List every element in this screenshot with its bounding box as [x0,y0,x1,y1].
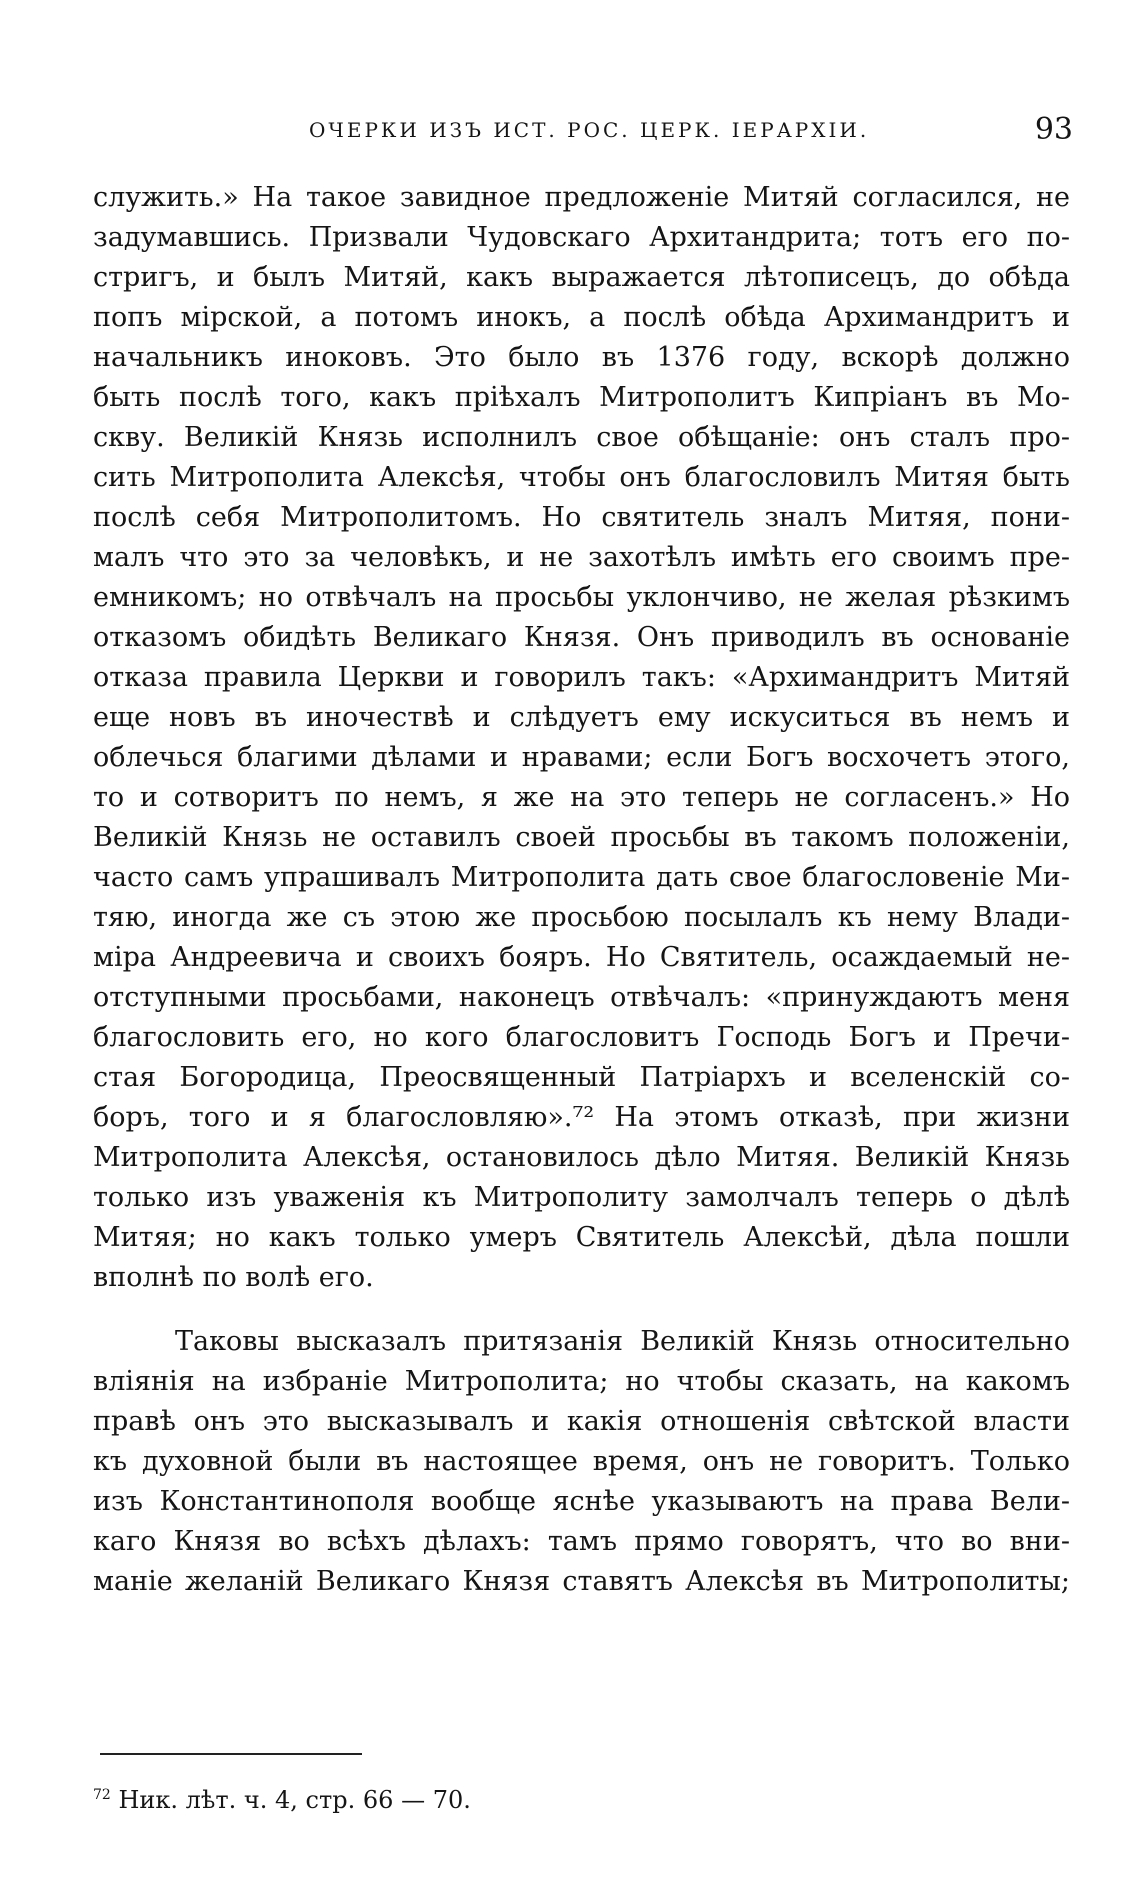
text-line: Митрополита Алексѣя, остановилось дѣло Митяя. Великій Князь [93,1142,1070,1173]
text-line: тяю, иногда же съ этою же просьбою посылалъ къ нему Влади- [93,902,1070,933]
text-line: отказа правила Церкви и говорилъ такъ: «Архимандритъ Митяй [93,662,1070,693]
text-line: быть послѣ того, какъ пріѣхалъ Митрополитъ Кипріанъ въ Мо- [93,382,1070,413]
text-line: еще новъ въ иночествѣ и слѣдуетъ ему искуситься въ немъ и [93,702,1070,733]
text-line: боръ, того и я благословляю».⁷² На этомъ отказѣ, при жизни [93,1102,1070,1133]
text-line: каго Князя во всѣхъ дѣлахъ: тамъ прямо говорятъ, что во вни- [93,1526,1070,1557]
text-line: начальникъ иноковъ. Это было въ 1376 году, вскорѣ должно [93,342,1070,373]
text-line: вполнѣ по волѣ его. [93,1262,374,1293]
text-line: то и сотворитъ по немъ, я же на это теперь не согласенъ.» Но [93,782,1070,813]
footnote-marker: 72 [93,1787,111,1803]
text-line: благословить его, но кого благословитъ Господь Богъ и Пречи- [93,1022,1070,1053]
text-line: скву. Великій Князь исполнилъ свое обѣщаніе: онъ сталъ про- [93,422,1070,453]
text-line: облечься благими дѣлами и нравами; если Богъ восхочетъ этого, [93,742,1070,773]
footnote-text: Ник. лѣт. ч. 4, стр. 66 — 70. [118,1786,471,1814]
text-line: задумавшись. Призвали Чудовскаго Архитандрита; тотъ его по- [93,222,1070,253]
running-title: ОЧЕРКИ ИЗЪ ИСТ. РОС. ЦЕРК. IЕРАРХIИ. [309,118,870,142]
text-line: къ духовной были въ настоящее время, онъ не говоритъ. Только [93,1446,1070,1477]
text-line: Митяя; но какъ только умеръ Святитель Алексѣй, дѣла пошли [93,1222,1070,1253]
footnote [93,1786,471,1814]
text-line: Великій Князь не оставилъ своей просьбы въ такомъ положеніи, [93,822,1070,853]
page-number: 93 [1034,112,1073,147]
text-line: служить.» На такое завидное предложеніе Митяй согласился, не [93,182,1070,213]
text-line: стая Богородица, Преосвященный Патріархъ и вселенскій со- [93,1062,1070,1093]
text-line: сить Митрополита Алексѣя, чтобы онъ благословилъ Митяя быть [93,462,1070,493]
text-line: міра Андреевича и своихъ бояръ. Но Святитель, осаждаемый не- [93,942,1070,973]
running-header [93,112,1073,152]
text-line: малъ что это за человѣкъ, и не захотѣлъ имѣть его своимъ пре- [93,542,1070,573]
paragraph-2 [93,1322,1070,1602]
text-line: часто самъ упрашивалъ Митрополита дать свое благословеніе Ми- [93,862,1070,893]
text-line: послѣ себя Митрополитомъ. Но святитель зналъ Митяя, пони- [93,502,1070,533]
text-line: маніе желаній Великаго Князя ставятъ Алексѣя въ Митрополиты; [93,1566,1070,1597]
text-line: Таковы высказалъ притязанія Великій Князь относительно [175,1326,1070,1357]
text-line: отказомъ обидѣть Великаго Князя. Онъ приводилъ въ основаніе [93,622,1070,653]
paragraph-1 [93,178,1070,1298]
footnote-divider [100,1753,362,1755]
text-line: стригъ, и былъ Митяй, какъ выражается лѣтописецъ, до обѣда [93,262,1070,293]
text-line: только изъ уваженія къ Митрополиту замолчалъ теперь о дѣлѣ [93,1182,1070,1213]
text-line: емникомъ; но отвѣчалъ на просьбы уклончиво, не желая рѣзкимъ [93,582,1070,613]
text-line: правѣ онъ это высказывалъ и какія отношенія свѣтской власти [93,1406,1070,1437]
text-line: изъ Константинополя вообще яснѣе указываютъ на права Вели- [93,1486,1070,1517]
text-line: попъ мірской, а потомъ инокъ, а послѣ обѣда Архимандритъ и [93,302,1070,333]
text-line: отступными просьбами, наконецъ отвѣчалъ: «принуждаютъ меня [93,982,1070,1013]
text-line: вліянія на избраніе Митрополита; но чтобы сказать, на какомъ [93,1366,1070,1397]
